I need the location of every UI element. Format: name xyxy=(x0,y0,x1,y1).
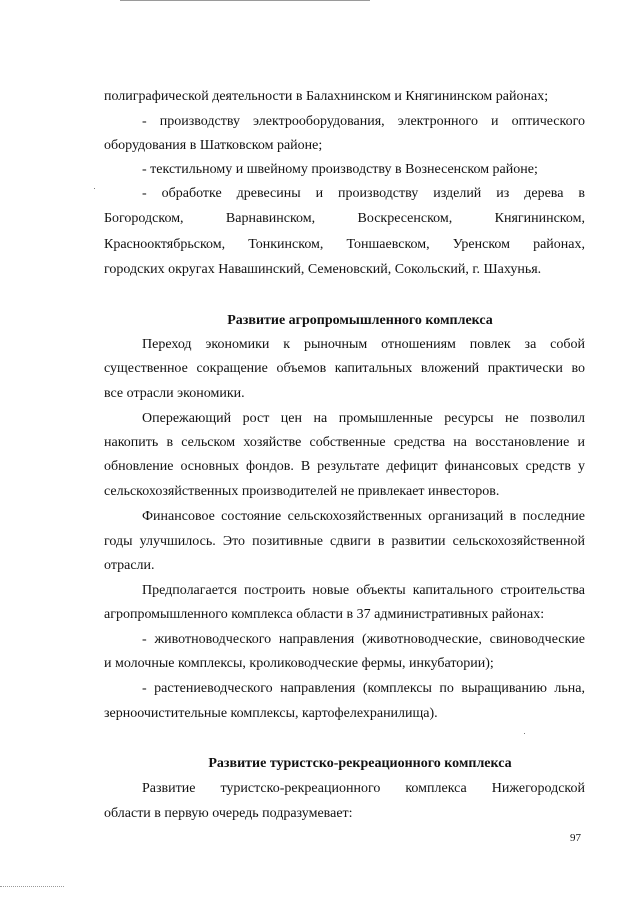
text-line: Краснооктябрьском, Тонкинском, Тоншаевском, Уренском районах, xyxy=(104,237,585,252)
text-line: Опережающий рост цен на промышленные ресурсы не позволил xyxy=(142,411,585,426)
top-rule xyxy=(120,0,370,1)
text-line: сельскохозяйственных производителей не привлекает инвесторов. xyxy=(104,484,500,499)
text-line: Предполагается построить новые объекты капитального строительства xyxy=(142,583,585,598)
text-line: зерноочистительные комплексы, картофелехранилища). xyxy=(104,706,438,721)
text-line: городских округах Навашинский, Семеновский, Сокольский, г. Шахунья. xyxy=(104,262,542,277)
scan-edge-mark xyxy=(0,886,64,888)
text-line: годы улучшилось. Это позитивные сдвиги в развитии сельскохозяйственной xyxy=(104,534,585,549)
text-line: накопить в сельском хозяйстве собственные средства на восстановление и xyxy=(104,435,585,450)
text-line: области в первую очередь подразумевает: xyxy=(104,806,353,821)
text-line: - животноводческого направления (животноводческие, свиноводческие xyxy=(142,632,585,647)
text-line: Богородском, Варнавинском, Воскресенском, Княгининском, xyxy=(104,211,585,226)
text-line: Финансовое состояние сельскохозяйственных организаций в последние xyxy=(142,509,585,524)
text-line: - обработке древесины и производству изделий из дерева в xyxy=(142,186,585,201)
scan-speck xyxy=(94,188,95,189)
text-line: и молочные комплексы, кролиководческие фермы, инкубатории); xyxy=(104,656,494,671)
section-heading: Развитие туристско-рекреационного комплекса xyxy=(208,756,512,771)
text-line: Переход экономики к рыночным отношениям повлек за собой xyxy=(142,337,585,352)
text-line: Развитие туристско-рекреационного комплекса Нижегородской xyxy=(142,781,585,796)
text-line: все отрасли экономики. xyxy=(104,386,245,401)
section-heading: Развитие агропромышленного комплекса xyxy=(227,313,493,328)
text-line: оборудования в Шатковском районе; xyxy=(104,138,323,153)
text-line: - производству электрооборудования, электронного и оптического xyxy=(142,114,585,129)
page-number: 97 xyxy=(570,832,581,844)
text-line: - текстильному и швейному производству в Вознесенском районе; xyxy=(142,162,538,177)
text-line: полиграфической деятельности в Балахнинском и Княгининском районах; xyxy=(104,89,549,104)
text-line: отрасли. xyxy=(104,558,155,573)
text-line: - растениеводческого направления (комплексы по выращиванию льна, xyxy=(142,681,585,696)
scan-speck xyxy=(524,733,525,734)
text-line: существенное сокращение объемов капитальных вложений практически во xyxy=(104,361,585,376)
text-line: агропромышленного комплекса области в 37 административных районах: xyxy=(104,607,545,622)
text-line: обновление основных фондов. В результате дефицит финансовых средств у xyxy=(104,459,585,474)
